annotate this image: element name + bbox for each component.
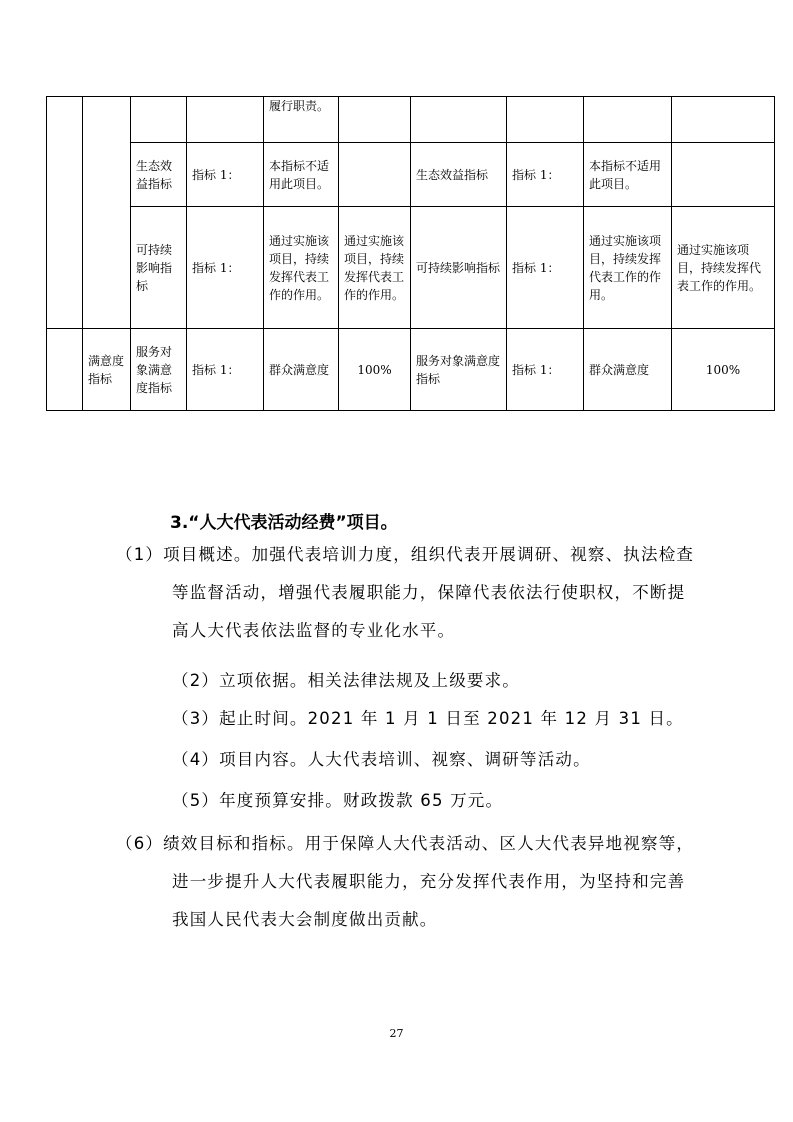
indicator-number-cell: 指标 1： [507,143,584,207]
table-cell: 履行职责。 [264,97,339,143]
table-cell [339,97,411,143]
paragraph-overview: （1）项目概述。加强代表培训力度，组织代表开展调研、视察、执法检查等监督活动，增强代表履职能力，保障代表依法行使职权，不断提高人大代表依法监督的专业化水平。 [116,545,695,640]
indicator-name-cell: 服务对象满意度指标 [131,329,187,411]
indicator-name-cell: 服务对象满意度指标 [411,329,507,411]
indicator-value-cell: 100% [672,329,775,411]
indicator-value-cell [339,143,411,207]
indicator-name-cell: 可持续影响指标 [411,207,507,329]
table-cell [672,97,775,143]
indicator-name-cell: 生态效益指标 [411,143,507,207]
indicator-content-cell: 群众满意度 [264,329,339,411]
paragraph-period: （3）起止时间。2021 年 1 月 1 日至 2021 年 12 月 31 日。 [172,709,684,728]
indicator-value-cell: 100% [339,329,411,411]
table-cell [83,207,131,329]
indicator-content-cell: 通过实施该项目，持续发挥代表工作的作用。 [584,207,672,329]
paragraph-content: （4）项目内容。人大代表培训、视察、调研等活动。 [172,750,591,769]
indicator-category-cell: 满意度指标 [83,329,131,411]
table-cell [47,143,83,207]
indicator-value-cell [672,143,775,207]
table-row [47,207,775,329]
indicator-name-cell: 生态效益指标 [131,143,187,207]
table-cell [507,97,584,143]
paragraph-goals: （6）绩效目标和指标。用于保障人大代表活动、区人大代表异地视察等，进一步提升人大代表履职能力，充分发挥代表作用，为坚持和完善我国人民代表大会制度做出贡献。 [116,834,695,929]
table-cell [187,97,264,143]
table-row [47,329,775,411]
indicator-value-cell: 通过实施该项目，持续发挥代表工作的作用。 [672,207,775,329]
indicator-name-cell: 可持续影响指标 [131,207,187,329]
indicator-number-cell: 指标 1： [507,329,584,411]
indicator-content-cell: 本指标不适用此项目。 [264,143,339,207]
indicator-number-cell: 指标 1： [507,207,584,329]
indicator-number-cell: 指标 1： [187,329,264,411]
indicator-number-cell: 指标 1： [187,207,264,329]
table-cell [47,329,83,411]
table-cell [47,97,83,143]
indicator-value-cell: 通过实施该项目，持续发挥代表工作的作用。 [339,207,411,329]
page-number: 27 [389,1027,404,1040]
indicator-number-cell: 指标 1： [187,143,264,207]
indicator-content-cell: 群众满意度 [584,329,672,411]
table-cell [83,97,131,143]
indicator-content-cell: 通过实施该项目，持续发挥代表工作的作用。 [264,207,339,329]
table-cell [584,97,672,143]
indicator-content-cell: 本指标不适用此项目。 [584,143,672,207]
table-row [47,143,775,207]
table-cell [411,97,507,143]
section-heading: 3.“人大代表活动经费”项目。 [170,513,398,533]
paragraph-basis: （2）立项依据。相关法律法规及上级要求。 [172,671,520,690]
performance-indicator-table [46,96,775,411]
paragraph-budget: （5）年度预算安排。财政拨款 65 万元。 [172,791,504,810]
table-cell [47,207,83,329]
table-row [47,97,775,143]
table-cell [131,97,187,143]
table-cell [83,143,131,207]
